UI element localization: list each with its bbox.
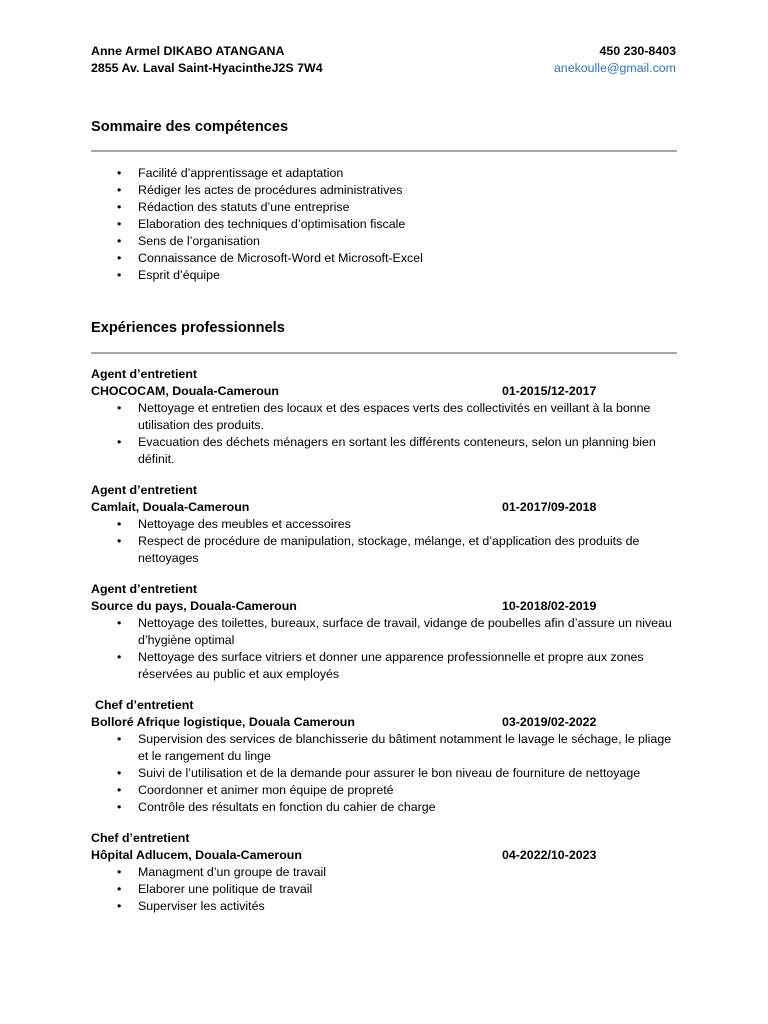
job-dates: 03-2019/02-2022: [502, 715, 597, 729]
skill-item: • Esprit d’équipe: [91, 267, 423, 284]
job-entry: [91, 830, 691, 915]
skill-item: • Sens de l’organisation: [91, 233, 423, 250]
job-task: • Managment d’un groupe de travail: [91, 864, 678, 881]
job-employer: Bolloré Afrique logistique, Douala Cameroun: [91, 715, 355, 729]
job-task: • Evacuation des déchets ménagers en sortant les différents conteneurs, selon un planning bien définit.: [91, 434, 678, 468]
job-task: • Coordonner et animer mon équipe de propreté: [91, 782, 678, 799]
job-employer: Camlait, Douala-Cameroun: [91, 500, 250, 514]
skill-item: • Connaissance de Microsoft-Word et Microsoft-Excel: [91, 250, 423, 267]
job-dates: 01-2017/09-2018: [502, 500, 597, 514]
job-employer-row: [91, 499, 691, 516]
job-employer: Source du pays, Douala-Cameroun: [91, 599, 297, 613]
job-title: Agent d’entretient: [91, 582, 198, 596]
skills-list: [91, 165, 423, 284]
job-employer: Hôpital Adlucem, Douala-Cameroun: [91, 848, 302, 862]
skill-item: • Facilité d’apprentissage et adaptation: [91, 165, 423, 182]
skills-divider: [91, 150, 677, 152]
job-task-list: [91, 615, 691, 683]
skill-item: • Rédaction des statuts d’une entreprise: [91, 199, 423, 216]
applicant-phone: 450 230-8403: [599, 44, 676, 58]
job-task: • Elaborer une politique de travail: [91, 881, 678, 898]
job-task: • Nettoyage des surface vitriers et donner une apparence professionnelle et propre aux zones réservées au public et aux employés: [91, 649, 678, 683]
job-title: Agent d’entretient: [91, 367, 198, 381]
job-task: • Contrôle des résultats en fonction du cahier de charge: [91, 799, 678, 816]
contact-right: [554, 43, 676, 77]
job-dates: 01-2015/12-2017: [502, 384, 597, 398]
applicant-email-link[interactable]: anekoulle@gmail.com: [553, 61, 676, 75]
job-entry: [91, 482, 691, 567]
job-task: • Nettoyage des meubles et accessoires: [91, 516, 678, 533]
job-dates: 10-2018/02-2019: [502, 599, 597, 613]
job-dates: 04-2022/10-2023: [502, 848, 597, 862]
job-title: Chef d’entretient: [95, 698, 194, 712]
job-entry: [91, 581, 691, 683]
job-task: • Suivi de l’utilisation et de la demande pour assurer le bon niveau de fourniture de nettoyage: [91, 765, 678, 782]
job-employer: CHOCOCAM, Douala-Cameroun: [91, 384, 279, 398]
experience-divider: [91, 352, 677, 354]
job-employer-row: [91, 383, 691, 400]
job-task: • Respect de procédure de manipulation, stockage, mélange, et d’application des produits de nettoyages: [91, 533, 678, 567]
job-employer-row: [91, 847, 691, 864]
applicant-address: 2855 Av. Laval Saint-HyacintheJ2S 7W4: [91, 61, 323, 75]
experience-section-title: Expériences professionnels: [91, 320, 285, 336]
job-task: • Supervision des services de blanchisserie du bâtiment notamment le lavage le séchage, le pliage et le rangement du linge: [91, 731, 678, 765]
job-task: • Superviser les activités: [91, 898, 678, 915]
skills-section-title: Sommaire des compétences: [91, 119, 289, 135]
job-task: • Nettoyage et entretien des locaux et des espaces verts des collectivités en veillant à la bonne utilisation des produits.: [91, 400, 678, 434]
job-task-list: [91, 400, 691, 468]
applicant-name: Anne Armel DIKABO ATANGANA: [91, 44, 285, 58]
job-title: Agent d’entretient: [91, 483, 198, 497]
job-title: Chef d’entretient: [91, 831, 190, 845]
job-task: • Nettoyage des toilettes, bureaux, surface de travail, vidange de poubelles afin d’assure un niveau d’hygiène optimal: [91, 615, 678, 649]
job-task-list: [91, 731, 691, 816]
job-employer-row: [91, 714, 691, 731]
job-entry: [91, 366, 691, 468]
skill-item: • Elaboration des techniques d’optimisation fiscale: [91, 216, 423, 233]
job-task-list: [91, 516, 691, 567]
job-entry: [91, 697, 691, 816]
job-task-list: [91, 864, 691, 915]
contact-left: [91, 43, 323, 77]
skill-item: • Rédiger les actes de procédures administratives: [91, 182, 423, 199]
job-employer-row: [91, 598, 691, 615]
